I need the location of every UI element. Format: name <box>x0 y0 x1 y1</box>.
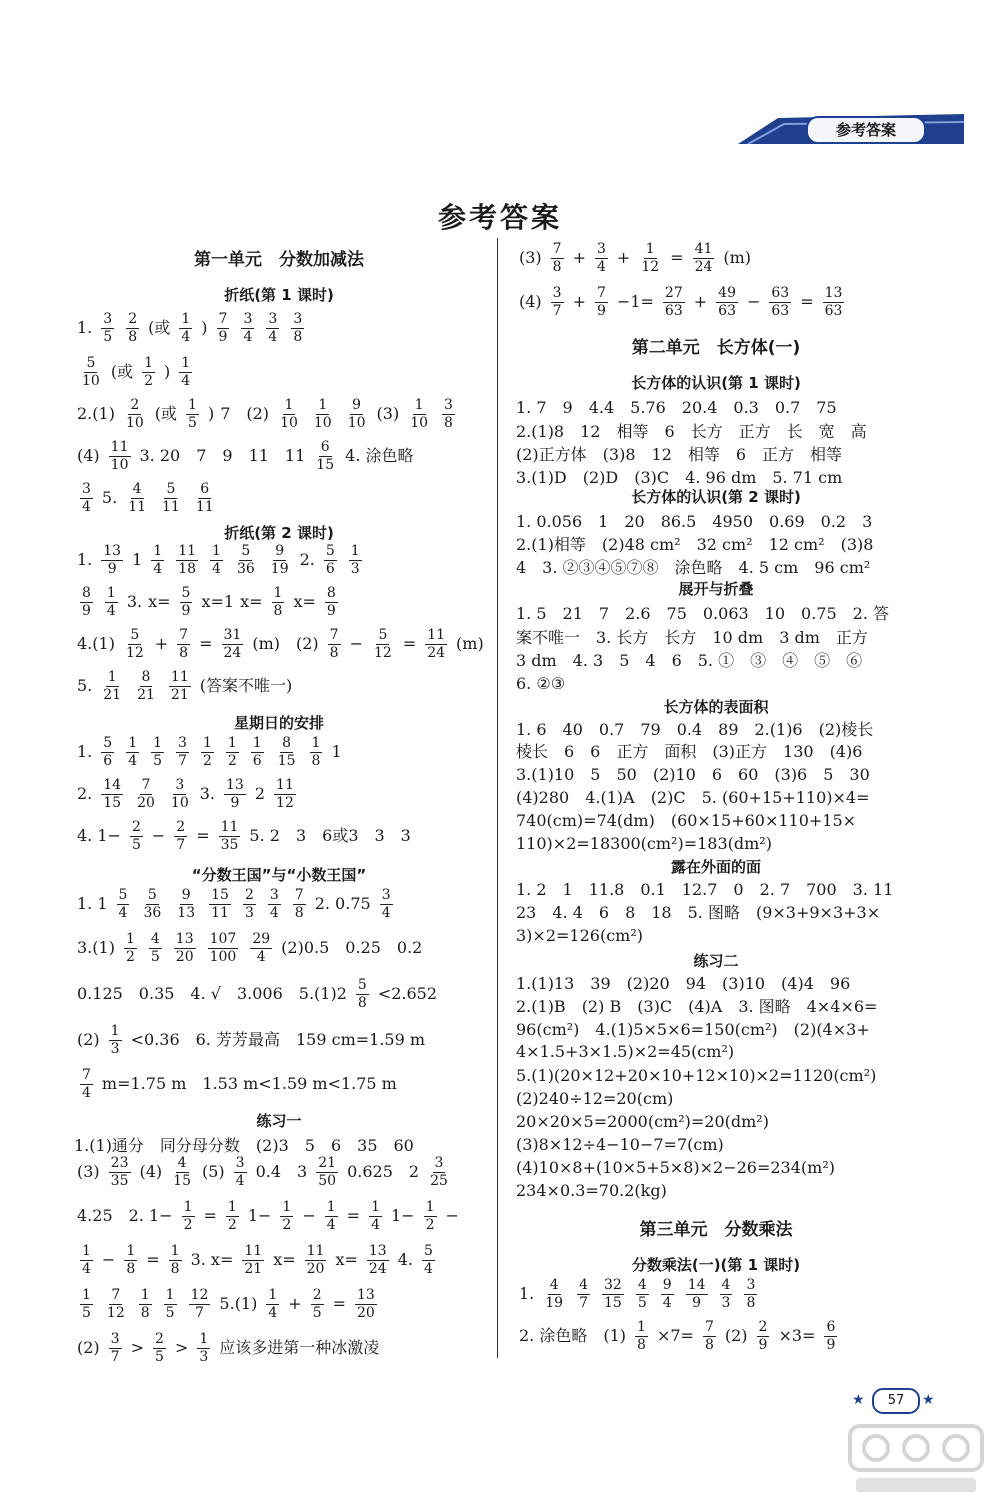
answer-line: 2.(1)B (2) B (3)C (4)A 3. 图略 4×4×6= <box>516 997 878 1016</box>
section-title: 练习二 <box>693 952 739 970</box>
fraction: $\frac{1}{10}$ <box>313 397 332 431</box>
answer-line: 1. 5 21 7 2.6 75 0.063 10 0.75 2. 答 <box>516 604 890 623</box>
fraction: $\frac{6}{11}$ <box>195 481 214 515</box>
answer-line: 4 3. ②③④⑤⑦⑧ 涂色略 4. 5 cm 96 cm² <box>516 558 871 577</box>
answer-line: 20×20×5=2000(cm²)=20(dm²) <box>516 1112 769 1131</box>
answer-line: (3) $\frac{7}{8}$ + $\frac{3}{4}$ + $\frac{1}{12}$ = $\frac{41}{24}$ (m) <box>519 241 752 275</box>
answer-line: 3.(1) $\frac{1}{2}$ $\frac{4}{5}$ $\frac{13}{20}$ $\frac{107}{100}$ $\frac{29}{4}$ (2)0.5 0.25 0.2 <box>77 931 423 965</box>
answer-line: 案不唯一 3. 长方 长方 10 dm 3 dm 正方 <box>516 628 868 647</box>
answer-line: 4.25 2. 1− $\frac{1}{2}$ = $\frac{1}{2}$ 1− $\frac{1}{2}$ − $\frac{1}{4}$ = $\frac{1}{4}$ 1− $\frac{1}{2}$ − <box>77 1199 459 1233</box>
fraction: $\frac{6}{15}$ <box>316 439 335 473</box>
answer-line: 5.(1)(20×12+20×10+12×10)×2=1120(cm²) <box>516 1066 877 1085</box>
star-icon: ★ <box>852 1392 865 1408</box>
section-title: 练习一 <box>256 1112 302 1130</box>
answer-line: (4)280 4.(1)A (2)C 5. (60+15+110)×4= <box>516 788 870 807</box>
answer-line: 3)×2=126(cm²) <box>516 926 643 945</box>
answer-line: 2.(1)8 12 相等 6 长方 正方 长 宽 高 <box>516 422 867 441</box>
answer-line: 1. $\frac{13}{9}$ 1 $\frac{1}{4}$ $\frac{11}{18}$ $\frac{1}{4}$ $\frac{5}{36}$ $\frac{9}{19}$ 2. $\frac{5}{6}$ $\frac{1}{3}$ <box>77 543 360 577</box>
fraction: $\frac{3}{8}$ <box>444 397 453 431</box>
unit2-title: 第二单元 长方体(一) <box>631 338 801 358</box>
unit3-title: 第三单元 分数乘法 <box>639 1220 793 1240</box>
answer-line: 740(cm)=74(dm) (60×15+60×110+15× <box>516 811 857 830</box>
section-title: 折纸(第 2 课时) <box>224 524 334 542</box>
fraction: $\frac{9}{10}$ <box>347 397 366 431</box>
section-title: 分数乘法(一)(第 1 课时) <box>631 1256 801 1274</box>
fraction: $\frac{1}{4}$ <box>181 355 191 389</box>
answer-line: 1.(1)13 39 (2)20 94 (3)10 (4)4 96 <box>516 974 851 993</box>
answer-line: 1. 1 $\frac{5}{4}$ $\frac{5}{36}$ $\frac{9}{13}$ $\frac{15}{11}$ $\frac{2}{3}$ $\frac{3}{4}$ $\frac{7}{8}$ 2. 0.75 $\frac{3}{4}$ <box>77 887 391 921</box>
fraction: $\frac{3}{8}$ <box>293 311 303 345</box>
answer-line: (2)正方体 (3)8 12 相等 6 正方 相等 <box>516 445 843 464</box>
answer-line: (2) $\frac{3}{7}$ > $\frac{2}{5}$ > $\frac{1}{3}$ 应该多进第一种冰激凌 <box>77 1331 380 1365</box>
fraction: $\frac{1}{4}$ <box>181 311 191 345</box>
section-title: 露在外面的面 <box>670 858 761 876</box>
fraction: $\frac{2}{10}$ <box>125 397 144 431</box>
answer-line: 3 dm 4. 3 5 4 6 5. ① ③ ④ ⑤ ⑥ <box>516 651 863 670</box>
answer-line: 2. 涂色略 (1) $\frac{1}{8}$ ×7= $\frac{7}{8}$ (2) $\frac{2}{9}$ ×3= $\frac{6}{9}$ <box>519 1319 836 1353</box>
answer-line: 棱长 6 6 正方 面积 (3)正方 130 (4)6 <box>516 742 863 761</box>
fraction: $\frac{5}{10}$ <box>82 355 100 389</box>
section-title: 星期日的安排 <box>233 714 324 732</box>
answer-line: 6. ②③ <box>516 674 566 693</box>
fraction: $\frac{1}{2}$ <box>144 355 154 389</box>
fraction: $\frac{11}{10}$ <box>110 439 129 473</box>
answer-line: 3.(1)D (2)D (3)C 4. 96 dm 5. 71 cm <box>516 468 843 487</box>
answer-line: 1.(1)通分 同分母分数 (2)3 5 6 35 60 <box>74 1136 414 1155</box>
unit1-title: 第一单元 分数加减法 <box>194 250 364 270</box>
answer-line: 1. $\frac{3}{5}$ $\frac{2}{8}$ (或 $\frac{1}{4}$ ) $\frac{7}{9}$ $\frac{3}{4}$ $\frac{3}{4}$ $\frac{3}{8}$ <box>77 311 303 345</box>
answer-line: 2.(1) $\frac{2}{10}$ (或 $\frac{1}{5}$ ) 7 (2) $\frac{1}{10}$ $\frac{1}{10}$ $\frac{9}{10}$ (3) $\frac{1}{10}$ $\frac{3}{8}$ <box>77 397 453 431</box>
answer-line: 4×1.5+3×1.5)×2=45(cm²) <box>516 1042 735 1061</box>
answer-line: 96(cm²) 4.(1)5×5×6=150(cm²) (2)(4×3+ <box>516 1020 870 1039</box>
answer-line: 110)×2=18300(cm²)=183(dm²) <box>516 834 772 853</box>
answer-line: 4.(1) $\frac{5}{12}$ + $\frac{7}{8}$ = $\frac{31}{24}$ (m) (2) $\frac{7}{8}$ − $\frac{5}{12}$ = $\frac{11}{24}$ (m) <box>77 627 484 661</box>
section-title: 长方体的认识(第 1 课时) <box>631 374 801 392</box>
answer-line: 1. $\frac{4}{19}$ $\frac{4}{7}$ $\frac{32}{15}$ $\frac{4}{5}$ $\frac{9}{4}$ $\frac{14}{9}$ $\frac{4}{3}$ $\frac{3}{8}$ <box>519 1277 756 1311</box>
fraction: $\frac{1}{5}$ <box>188 397 197 431</box>
section-title: 展开与折叠 <box>678 580 754 598</box>
section-title: 折纸(第 1 课时) <box>224 286 334 304</box>
fraction: $\frac{3}{4}$ <box>243 311 253 345</box>
answer-line: (4) $\frac{3}{7}$ + $\frac{7}{9}$ −1= $\frac{27}{63}$ + $\frac{49}{63}$ − $\frac{63}{63}$ = $\frac{13}{63}$ <box>519 285 843 319</box>
fraction: $\frac{4}{11}$ <box>128 481 147 515</box>
fraction: $\frac{3}{4}$ <box>268 311 278 345</box>
fraction: $\frac{3}{5}$ <box>103 311 113 345</box>
answer-line: $\frac{5}{10}$ (或 $\frac{1}{2}$ ) $\frac{1}{4}$ <box>82 355 191 389</box>
answer-line: 1. 6 40 0.7 79 0.4 89 2.(1)6 (2)棱长 <box>516 720 874 739</box>
answer-line: $\frac{1}{5}$ $\frac{7}{12}$ $\frac{1}{8}$ $\frac{1}{5}$ $\frac{12}{7}$ 5.(1) $\frac{1}{4}$ + $\frac{2}{5}$ = $\frac{13}{20}$ <box>82 1287 375 1321</box>
fraction: $\frac{5}{11}$ <box>162 481 180 515</box>
column-divider <box>497 238 498 1358</box>
answer-line: $\frac{1}{4}$ − $\frac{1}{8}$ = $\frac{1}{8}$ 3. x= $\frac{11}{21}$ x= $\frac{11}{20}$ x= $\frac{13}{24}$ 4. $\frac{5}{4}$ <box>82 1243 433 1277</box>
answer-line: (3)8×12÷4−10−7=7(cm) <box>516 1135 724 1154</box>
fraction: $\frac{1}{10}$ <box>280 397 298 431</box>
section-title: 长方体的认识(第 2 课时) <box>631 488 801 506</box>
fraction: $\frac{3}{4}$ <box>82 481 91 515</box>
answer-line: 1. 7 9 4.4 5.76 20.4 0.3 0.7 75 <box>516 398 837 417</box>
fraction: $\frac{1}{10}$ <box>410 397 429 431</box>
answer-line: 5. $\frac{1}{21}$ $\frac{8}{21}$ $\frac{11}{21}$ (答案不唯一) <box>77 669 293 703</box>
answer-line: 1. 2 1 11.8 0.1 12.7 0 2. 7 700 3. 11 <box>516 880 894 899</box>
answer-line: $\frac{3}{4}$ 5. $\frac{4}{11}$ $\frac{5}{11}$ $\frac{6}{11}$ <box>82 481 214 515</box>
star-icon: ★ <box>922 1392 935 1408</box>
fraction: $\frac{7}{9}$ <box>218 311 228 345</box>
answer-line: $\frac{8}{9}$ $\frac{1}{4}$ 3. x= $\frac{5}{9}$ x=1 x= $\frac{1}{8}$ x= $\frac{8}{9}$ <box>82 585 336 619</box>
answer-line: (4)10×8+(10×5+5×8)×2−26=234(m²) <box>516 1158 835 1177</box>
answer-line: 2. $\frac{14}{15}$ $\frac{7}{20}$ $\frac{3}{10}$ 3. $\frac{13}{9}$ 2 $\frac{11}{12}$ <box>77 777 294 811</box>
page-title: 参考答案 <box>437 201 562 234</box>
fraction: $\frac{2}{8}$ <box>128 311 138 345</box>
answer-line: $\frac{7}{4}$ m=1.75 m 1.53 m<1.59 m<1.75 m <box>82 1067 397 1101</box>
answer-line: 4. 1− $\frac{2}{5}$ − $\frac{2}{7}$ = $\frac{11}{35}$ 5. 2 3 6或3 3 3 <box>77 819 411 853</box>
page-number: 57 <box>872 1388 920 1414</box>
answer-line: 3.(1)10 5 50 (2)10 6 60 (3)6 5 30 <box>516 765 870 784</box>
answer-line: 234×0.3=70.2(kg) <box>516 1181 667 1200</box>
answer-line: 0.125 0.35 4. √ 3.006 5.(1)2 $\frac{5}{8}$ <2.652 <box>77 977 438 1011</box>
answer-line: (4) $\frac{11}{10}$ 3. 20 7 9 11 11 $\frac{6}{15}$ 4. 涂色略 <box>77 439 414 473</box>
answer-line: (2)240÷12=20(cm) <box>516 1089 674 1108</box>
section-title: 长方体的表面积 <box>663 698 769 716</box>
answer-line: (2) $\frac{1}{3}$ <0.36 6. 芳芳最高 159 cm=1.59 m <box>77 1023 426 1057</box>
watermark-logo <box>846 1422 986 1498</box>
section-title: “分数王国”与“小数王国” <box>191 866 367 884</box>
answer-line: 1. $\frac{5}{6}$ $\frac{1}{4}$ $\frac{1}{5}$ $\frac{3}{7}$ $\frac{1}{2}$ $\frac{1}{2}$ $\frac{1}{6}$ $\frac{8}{15}$ $\frac{1}{8}$ 1 <box>77 735 342 769</box>
answer-line: 23 4. 4 6 8 18 5. 图略 (9×3+9×3+3× <box>516 903 881 922</box>
answer-line: 2.(1)相等 (2)48 cm² 32 cm² 12 cm² (3)8 <box>516 535 874 554</box>
answer-line: 1. 0.056 1 20 86.5 4950 0.69 0.2 3 <box>516 512 873 531</box>
header-tab-label: 参考答案 <box>806 116 926 144</box>
answer-line: (3) $\frac{23}{35}$ (4) $\frac{4}{15}$ (5) $\frac{3}{4}$ 0.4 3 $\frac{21}{50}$ 0.625 2 $\frac{3}{25}$ <box>77 1155 448 1189</box>
